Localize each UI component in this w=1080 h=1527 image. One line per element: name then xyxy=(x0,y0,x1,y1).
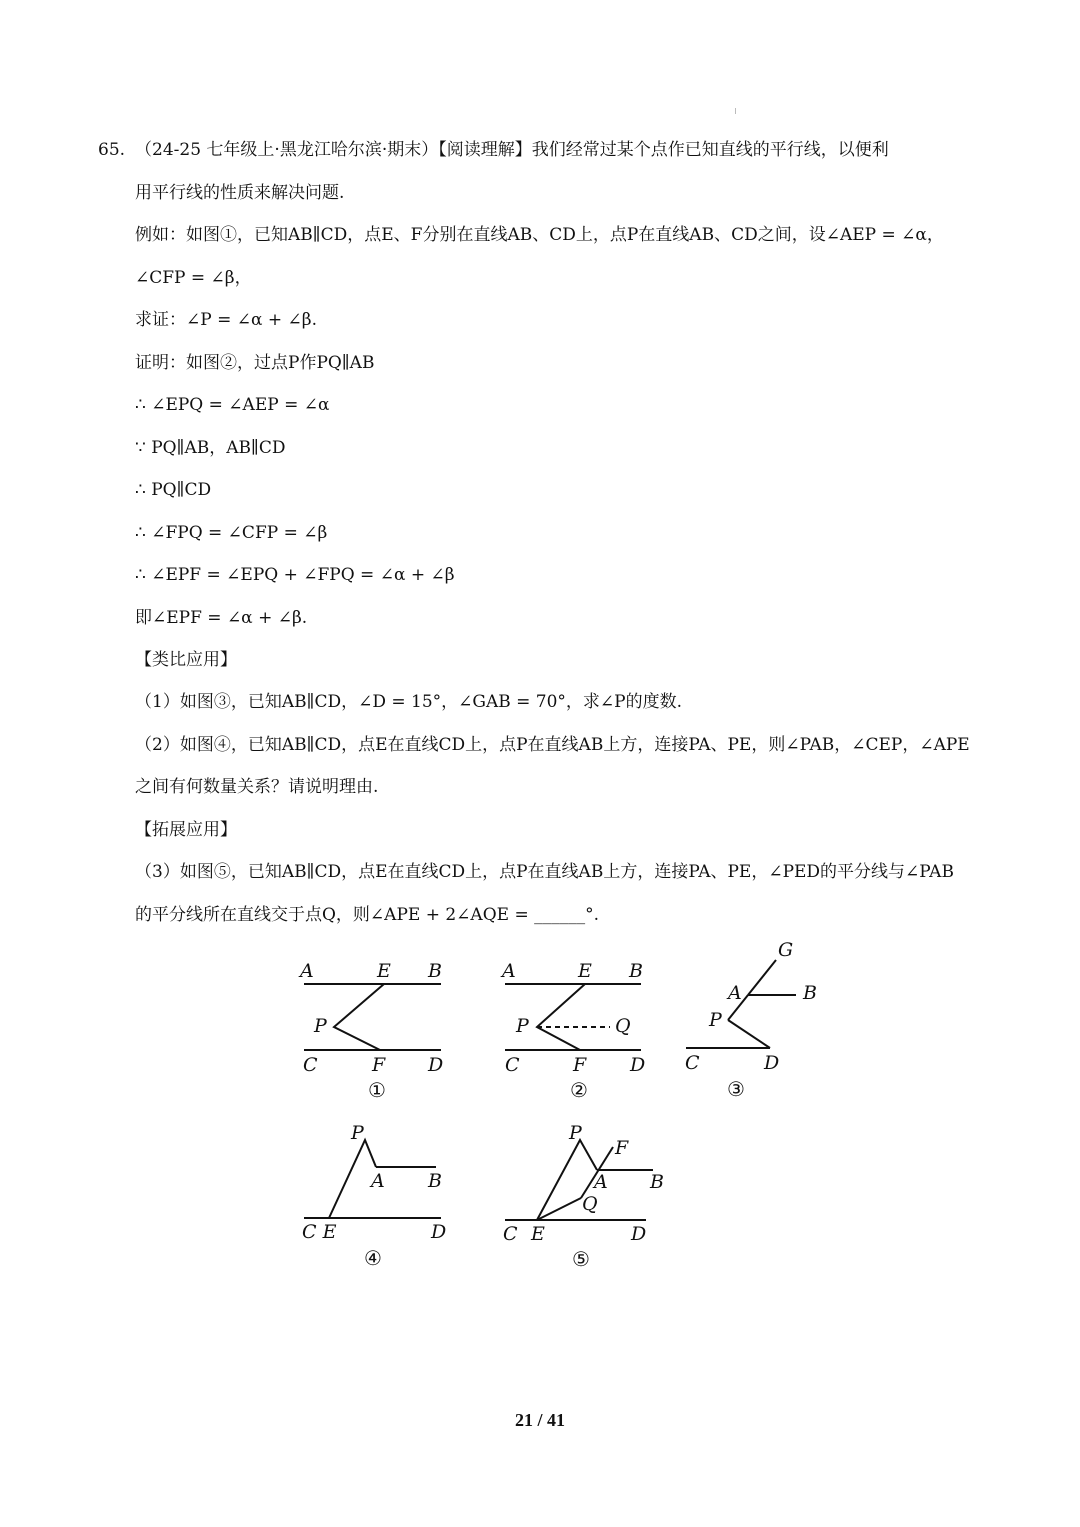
fig1-label-d: D xyxy=(428,1054,444,1076)
fig5-label-f: F xyxy=(615,1137,629,1159)
figure-3 xyxy=(686,960,796,1048)
page-number: 21 / 41 xyxy=(514,1410,565,1430)
fig3-label-b: B xyxy=(803,982,817,1004)
fig2-label-b: B xyxy=(629,960,643,982)
proof-step-5: ∴ ∠EPF = ∠EPQ + ∠FPQ = ∠α + ∠β xyxy=(135,565,455,585)
fig1-caption: ① xyxy=(368,1078,386,1102)
fig3-label-d: D xyxy=(764,1052,780,1074)
figure-5 xyxy=(505,1140,653,1220)
proof-step-2: ∵ PQ∥AB，AB∥CD xyxy=(135,438,286,458)
proof-step-1: ∴ ∠EPQ = ∠AEP = ∠α xyxy=(135,395,330,415)
fig2-label-f: F xyxy=(573,1054,587,1076)
fig4-label-ce: C E xyxy=(302,1221,337,1243)
problem-text-line: 用平行线的性质来解决问题. xyxy=(135,183,345,203)
fig3-label-g: G xyxy=(778,939,794,961)
fig2-label-c: C xyxy=(505,1054,520,1076)
fig1-label-e: E xyxy=(377,960,391,982)
fig2-caption: ② xyxy=(570,1078,588,1102)
fig1-label-b: B xyxy=(428,960,442,982)
fig5-label-b: B xyxy=(650,1171,664,1193)
fig4-label-a: A xyxy=(371,1170,385,1192)
question-3-line-2: 的平分线所在直线交于点Q，则∠APE + 2∠AQE = ______°. xyxy=(135,905,599,925)
fig5-label-q: Q xyxy=(582,1193,598,1215)
figures-svg xyxy=(0,935,1080,1275)
fig5-label-e: E xyxy=(531,1223,545,1245)
proof-intro: 证明：如图②，过点P作PQ∥AB xyxy=(135,353,375,373)
fig3-label-p: P xyxy=(709,1009,722,1031)
proof-conclusion: 即∠EPF = ∠α + ∠β. xyxy=(135,608,308,628)
fig3-caption: ③ xyxy=(727,1077,745,1101)
fig2-label-e: E xyxy=(578,960,592,982)
question-1: （1）如图③，已知AB∥CD，∠D = 15°，∠GAB = 70°，求∠P的度数. xyxy=(135,692,682,712)
proof-step-4: ∴ ∠FPQ = ∠CFP = ∠β xyxy=(135,523,328,543)
fig2-label-p: P xyxy=(516,1015,529,1037)
fig2-angle-epf xyxy=(537,984,585,1050)
problem-source-line: （24-25 七年级上·黑龙江哈尔滨·期末）【阅读理解】我们经常过某个点作已知直线的平行线，以便利 xyxy=(135,140,889,160)
problem-number: 65. xyxy=(98,140,126,160)
example-line-2: ∠CFP = ∠β， xyxy=(135,268,252,288)
fig1-label-a: A xyxy=(300,960,314,982)
prove-statement: 求证：∠P = ∠α + ∠β. xyxy=(135,310,317,330)
fig5-label-c: C xyxy=(503,1223,518,1245)
scan-mark xyxy=(735,108,736,114)
figures-area xyxy=(0,935,1080,1275)
example-line-1: 例如：如图①，已知AB∥CD，点E、F分别在直线AB、CD上，点P在直线AB、CD之间，设∠AEP = ∠α， xyxy=(135,225,944,245)
fig3-label-c: C xyxy=(685,1052,700,1074)
fig4-path-epa xyxy=(329,1140,376,1218)
fig5-label-p: P xyxy=(569,1122,582,1144)
fig1-angle-epf xyxy=(334,984,384,1050)
fig3-label-a: A xyxy=(728,982,742,1004)
section-analogy: 【类比应用】 xyxy=(135,650,237,670)
fig3-segment-pd xyxy=(728,1020,770,1048)
fig2-label-a: A xyxy=(502,960,516,982)
question-3-line-1: （3）如图⑤，已知AB∥CD，点E在直线CD上，点P在直线AB上方，连接PA、PE，∠PED的平分线与∠PAB xyxy=(135,862,954,882)
proof-step-3: ∴ PQ∥CD xyxy=(135,480,212,500)
fig4-label-p: P xyxy=(351,1122,364,1144)
fig4-label-d: D xyxy=(431,1221,447,1243)
fig1-label-f: F xyxy=(372,1054,386,1076)
fig1-label-c: C xyxy=(303,1054,318,1076)
fig5-caption: ⑤ xyxy=(572,1247,590,1271)
fig2-label-q: Q xyxy=(615,1015,631,1037)
question-2-line-1: （2）如图④，已知AB∥CD，点E在直线CD上，点P在直线AB上方，连接PA、PE，则∠PAB，∠CEP，∠APE xyxy=(135,735,970,755)
fig1-label-p: P xyxy=(314,1015,327,1037)
question-2-line-2: 之间有何数量关系？请说明理由. xyxy=(135,777,379,797)
fig2-label-d: D xyxy=(630,1054,646,1076)
fig5-label-d: D xyxy=(631,1223,647,1245)
fig5-label-a: A xyxy=(594,1171,608,1193)
fig3-ray-ag xyxy=(748,960,776,995)
section-extend: 【拓展应用】 xyxy=(135,820,237,840)
fig4-label-b: B xyxy=(428,1170,442,1192)
fig4-caption: ④ xyxy=(364,1246,382,1270)
